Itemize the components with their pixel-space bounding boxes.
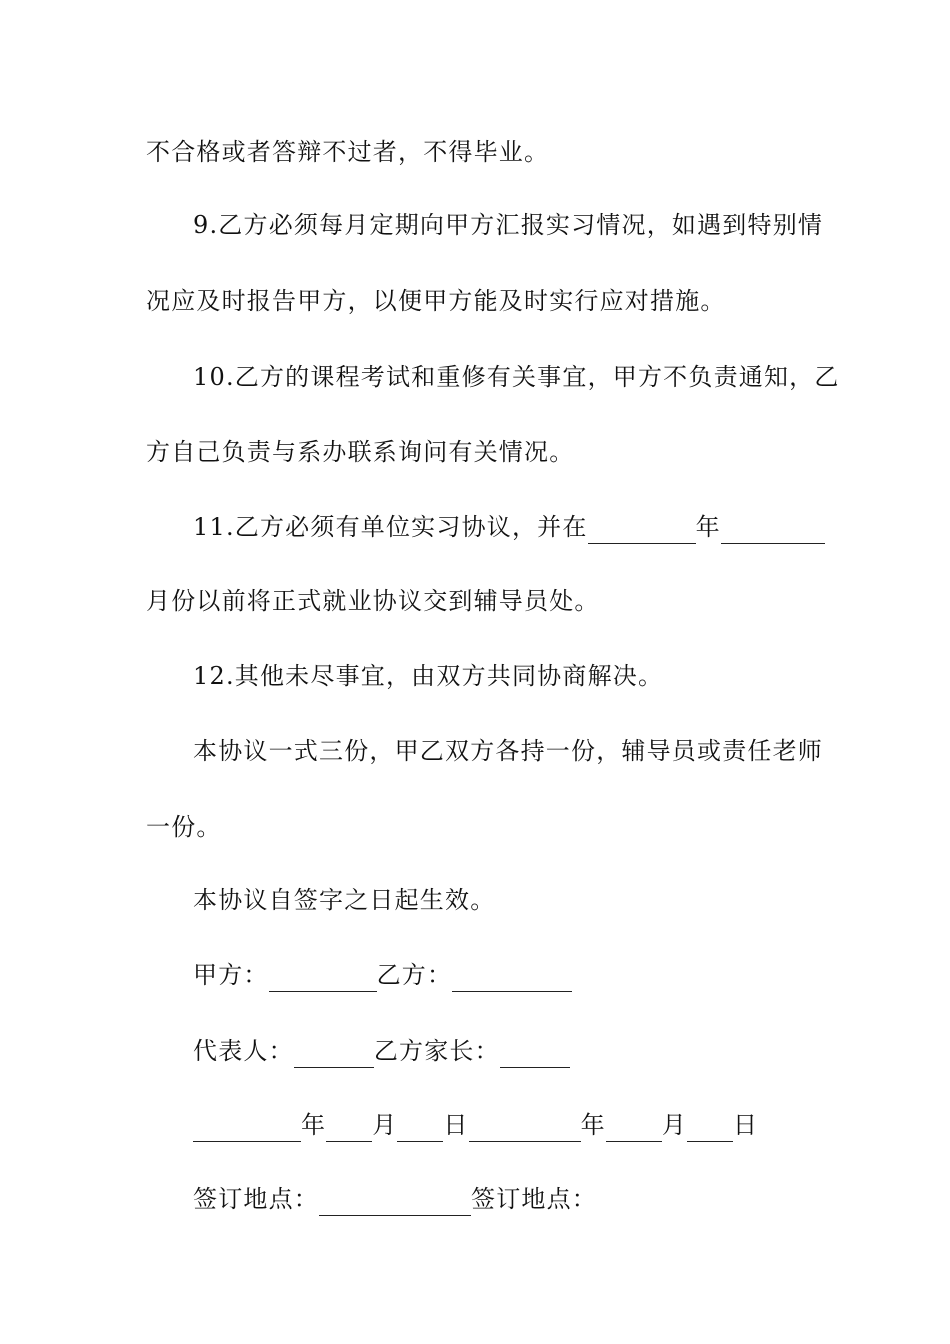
party-b-blank (452, 963, 572, 992)
month-blank (721, 515, 825, 544)
parent-label: 乙方家长： (373, 1037, 500, 1065)
party-b-label: 乙方： (376, 961, 453, 989)
clause-11-text: 11.乙方必须有单位实习协议，并在 (193, 513, 588, 541)
date-b-month-label: 月 (661, 1111, 688, 1139)
copies-line-1: 本协议一式三份，甲乙双方各持一份，辅导员或责任老师 (193, 737, 823, 765)
clause-10-line-2: 方自己负责与系办联系询问有关情况。 (146, 438, 575, 466)
parent-blank (500, 1039, 570, 1068)
signing-place-line (193, 1182, 806, 1216)
date-b-day-label: 日 (733, 1111, 759, 1139)
year-label: 年 (695, 513, 721, 541)
clause-10-line-1: 10.乙方的课程考试和重修有关事宜，甲方不负责通知，乙 (193, 363, 840, 391)
date-line (193, 1108, 806, 1142)
party-signature-line (193, 958, 806, 992)
effective-statement: 本协议自签字之日起生效。 (193, 886, 496, 914)
date-b-month-blank (606, 1113, 662, 1142)
representative-blank (294, 1039, 374, 1068)
clause-9-line-1: 9.乙方必须每月定期向甲方汇报实习情况，如遇到特别情 (193, 211, 824, 239)
clause-11-line-1 (193, 510, 806, 544)
place-a-label: 签订地点： (193, 1185, 319, 1213)
representative-label: 代表人： (193, 1037, 294, 1065)
paragraph-8-continued: 不合格或者答辩不过者，不得毕业。 (146, 138, 550, 166)
date-a-month-label: 月 (372, 1111, 398, 1139)
party-a-blank (269, 963, 377, 992)
date-a-year-blank (193, 1113, 301, 1142)
clause-9-line-2: 况应及时报告甲方，以便甲方能及时实行应对措施。 (146, 287, 726, 315)
party-a-label: 甲方： (193, 961, 269, 989)
date-a-month-blank (326, 1113, 372, 1142)
clause-12: 12.其他未尽事宜，由双方共同协商解决。 (193, 662, 664, 690)
date-a-year-label: 年 (301, 1111, 327, 1139)
date-a-day-blank (397, 1113, 443, 1142)
representative-line (193, 1034, 806, 1068)
place-a-blank (319, 1187, 471, 1216)
place-b-label: 签订地点： (471, 1185, 597, 1213)
date-b-day-blank (687, 1113, 733, 1142)
date-b-year-blank (469, 1113, 581, 1142)
copies-line-2: 一份。 (146, 813, 222, 841)
clause-11-line-2: 月份以前将正式就业协议交到辅导员处。 (146, 587, 600, 615)
year-blank (588, 515, 696, 544)
date-a-day-label: 日 (443, 1111, 469, 1139)
date-b-year-label: 年 (580, 1111, 606, 1139)
